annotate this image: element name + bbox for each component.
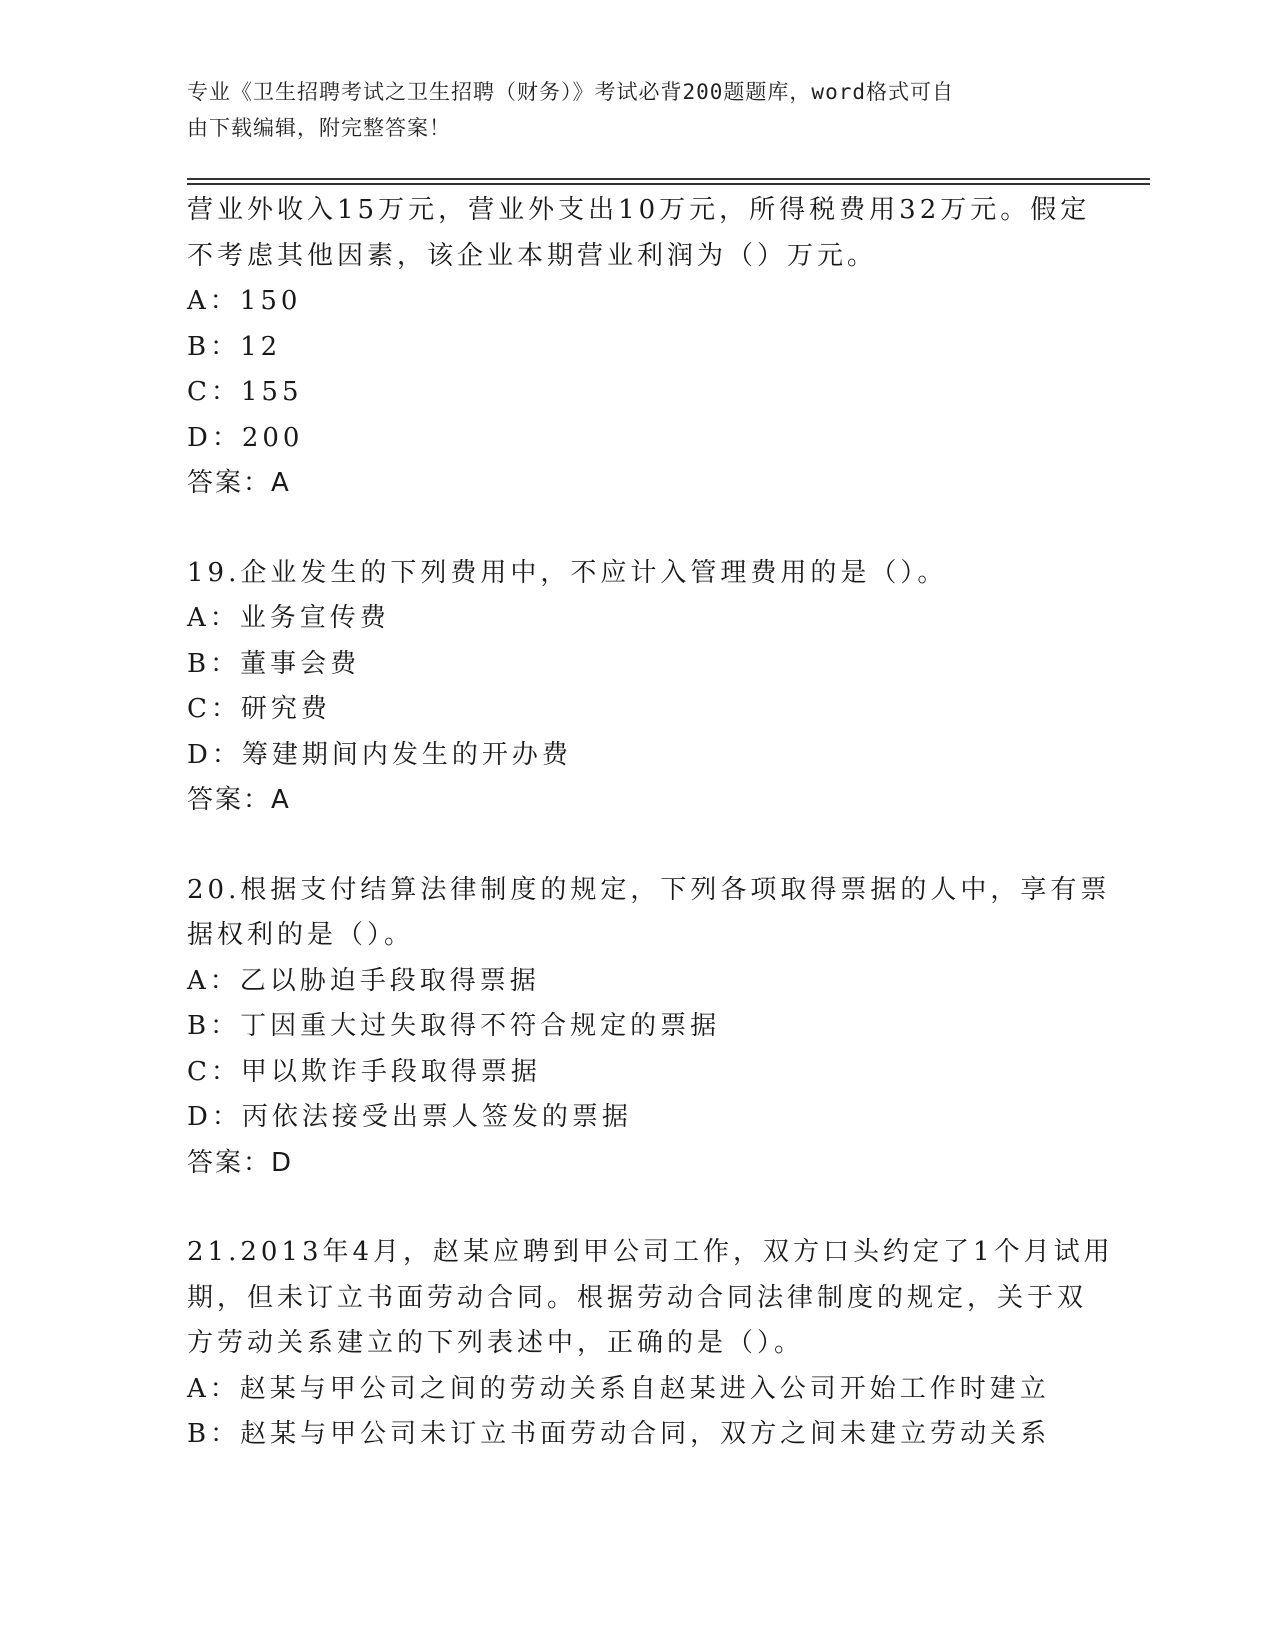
option-d: D：丙依法接受出票人签发的票据 [187,1102,632,1132]
answer-label: 答案：D [187,1147,294,1178]
question-spacer [187,824,1087,868]
question-text-line: 20.根据支付结算法律制度的规定，下列各项取得票据的人中，享有票 [187,874,1111,905]
question-21 [187,1230,1114,1458]
header-divider-bottom [187,183,1150,185]
header-line-1: 专业《卫生招聘考试之卫生招聘（财务）》考试必背200题题库，word格式可自 [187,80,954,104]
question-text-line: 方劳动关系建立的下列表述中，正确的是（）。 [187,1328,805,1358]
option-a: A：业务宣传费 [187,603,390,633]
document-header [187,74,1067,146]
option-c: C：研究费 [187,694,331,724]
question-19 [187,551,1087,824]
question-spacer [187,507,1087,551]
option-b: B：12 [187,331,282,362]
question-text-line: 不考虑其他因素，该企业本期营业利润为（）万元。 [187,240,878,271]
option-a: A：150 [187,286,302,316]
answer-label: 答案：A [187,785,291,815]
question-spacer [187,1186,1087,1230]
question-18-continued [187,188,1091,507]
option-b: B：董事会费 [187,648,361,679]
question-text-line: 营业外收入15万元，营业外支出10万元，所得税费用32万元。假定 [187,195,1091,225]
question-text-line: 期，但未订立书面劳动合同。根据劳动合同法律制度的规定，关于双 [187,1282,1088,1313]
option-b: B：丁因重大过失取得不符合规定的票据 [187,1011,721,1041]
option-a: A：赵某与甲公司之间的劳动关系自赵某进入公司开始工作时建立 [187,1373,1050,1404]
option-c: C：甲以欺诈手段取得票据 [187,1056,541,1087]
question-list [187,188,1114,1458]
question-20 [187,868,1111,1187]
question-text-line: 19.企业发生的下列费用中，不应计入管理费用的是（）。 [187,557,948,588]
answer-label: 答案：A [187,468,291,498]
option-b: B：赵某与甲公司未订立书面劳动合同，双方之间未建立劳动关系 [187,1419,1051,1449]
option-d: D：筹建期间内发生的开办费 [187,739,572,770]
question-text-line: 21.2013年4月，赵某应聘到甲公司工作，双方口头约定了1个月试用 [187,1237,1114,1267]
question-text-line: 据权利的是（）。 [187,920,415,950]
header-line-2: 由下载编辑，附完整答案！ [187,116,451,140]
option-a: A：乙以胁迫手段取得票据 [187,965,540,996]
header-divider-top [187,178,1150,180]
option-d: D：200 [187,422,304,453]
option-c: C：155 [187,377,303,407]
